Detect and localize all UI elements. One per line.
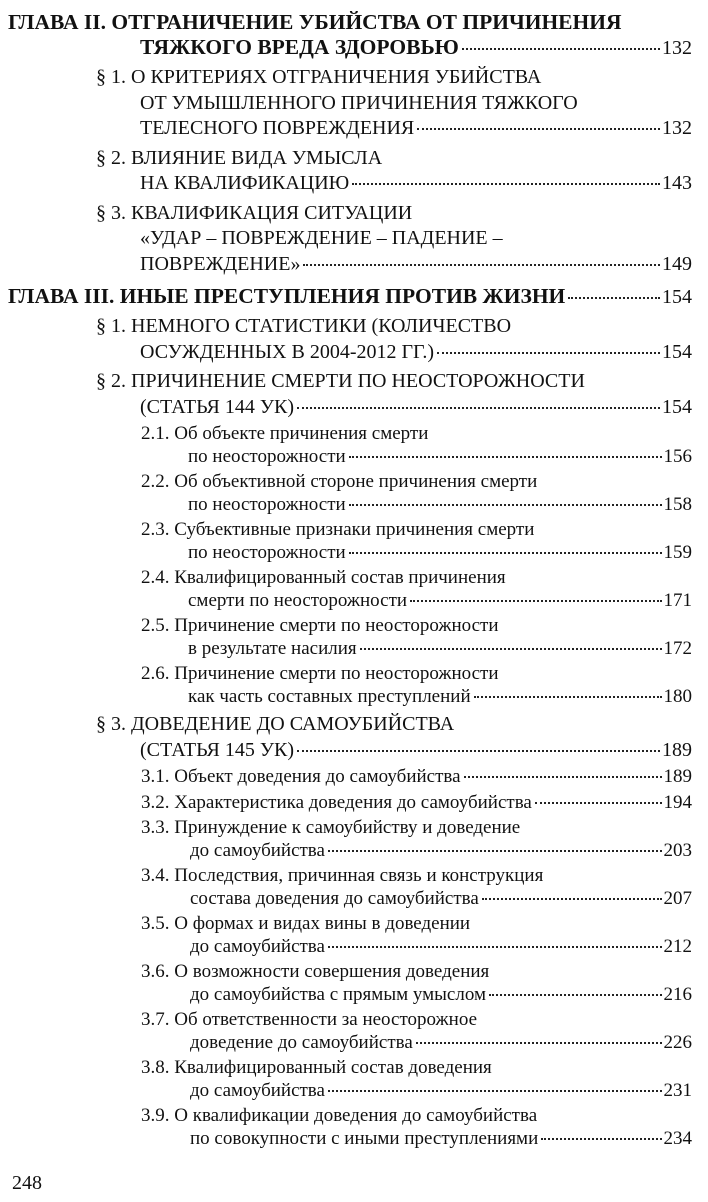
dot-leader — [352, 183, 660, 185]
toc-line — [0, 340, 692, 366]
toc-subsection[interactable] — [0, 913, 692, 958]
toc-chapter[interactable] — [0, 10, 692, 61]
toc-section[interactable] — [0, 314, 692, 365]
toc-subsection[interactable] — [0, 615, 692, 660]
toc-page-number: 158 — [663, 493, 692, 515]
toc-line — [0, 91, 692, 117]
toc-entry-title: § 2. ВЛИЯНИЕ ВИДА УМЫСЛА — [96, 146, 383, 169]
toc-line — [0, 567, 692, 590]
toc-subsection[interactable] — [0, 865, 692, 910]
toc-page-number: 207 — [663, 887, 692, 909]
toc-page-number: 194 — [663, 791, 692, 813]
toc-page-number: 132 — [662, 117, 692, 139]
toc-entry-title: 3.4. Последствия, причинная связь и конструкция — [141, 865, 544, 886]
toc-line — [0, 471, 692, 494]
toc-line — [0, 284, 692, 310]
dot-leader — [328, 1090, 662, 1092]
toc-entry-title: 2.6. Причинение смерти по неосторожности — [141, 663, 499, 684]
toc-subsection[interactable] — [0, 567, 692, 612]
toc-line — [0, 10, 692, 35]
toc-entry-title: ОСУЖДЕННЫХ В 2004-2012 ГГ.) — [140, 340, 435, 363]
toc-line — [0, 865, 692, 888]
dot-leader — [303, 264, 660, 266]
toc-page-number: 212 — [663, 935, 692, 957]
toc-entry-title: ТЕЛЕСНОГО ПОВРЕЖДЕНИЯ — [140, 117, 415, 139]
toc-entry-title: по неосторожности — [188, 493, 346, 515]
toc-line — [0, 638, 692, 661]
toc-line — [0, 226, 692, 252]
toc-line — [0, 314, 692, 340]
toc-entry-title: 2.1. Об объекте причинения смерти — [141, 423, 429, 444]
toc-line — [0, 936, 692, 959]
toc-entry-title: (СТАТЬЯ 144 УК) — [140, 395, 295, 418]
toc-subsection[interactable] — [0, 519, 692, 564]
toc-line — [0, 590, 692, 613]
dot-leader — [462, 48, 660, 50]
toc-subsection[interactable] — [0, 766, 692, 789]
toc-entry-title: 2.5. Причинение смерти по неосторожности — [141, 615, 499, 636]
toc-line — [0, 766, 692, 789]
toc-line — [0, 252, 692, 278]
dot-leader — [349, 456, 662, 458]
toc-page-number: 234 — [663, 1127, 692, 1149]
toc-page-number: 226 — [663, 1031, 692, 1053]
toc-entry-title: 3.3. Принуждение к самоубийству и доведение — [141, 817, 521, 838]
toc-page-number: 216 — [663, 983, 692, 1005]
toc-entry-title: 3.2. Характеристика доведения до самоубийства — [141, 791, 532, 813]
toc-entry-title: 3.7. Об ответственности за неосторожное — [141, 1009, 477, 1030]
toc-subsection[interactable] — [0, 471, 692, 516]
toc-entry-title: доведение до самоубийства — [190, 1031, 413, 1053]
toc-page-number: 203 — [663, 839, 692, 861]
toc-section[interactable] — [0, 146, 692, 197]
toc-entry-title: 2.2. Об объективной стороне причинения смерти — [141, 471, 538, 492]
toc-line — [0, 519, 692, 542]
toc-entry-title: до самоубийства — [190, 935, 325, 957]
toc-line — [0, 1080, 692, 1103]
toc-line — [0, 423, 692, 446]
toc-section[interactable] — [0, 712, 692, 763]
toc-subsection[interactable] — [0, 961, 692, 1006]
toc-subsection[interactable] — [0, 792, 692, 815]
toc-line — [0, 494, 692, 517]
toc-entry-title: § 3. ДОВЕДЕНИЕ ДО САМОУБИЙСТВА — [96, 713, 455, 735]
toc-line — [0, 792, 692, 815]
toc-entry-title: 3.5. О формах и видах вины в доведении — [141, 913, 471, 934]
toc-line — [0, 1128, 692, 1151]
toc-page-number: 154 — [662, 395, 692, 418]
toc-entry-title: 3.8. Квалифицированный состав доведения — [141, 1057, 492, 1078]
toc-entry-title: до самоубийства — [190, 839, 325, 861]
toc-page-number: 171 — [663, 589, 692, 611]
toc-line — [0, 395, 692, 421]
toc-line — [0, 35, 692, 61]
dot-leader — [328, 946, 662, 948]
toc-page-number: 172 — [663, 637, 692, 659]
toc-page-number: 189 — [663, 766, 692, 787]
toc-entry-title: § 1. НЕМНОГО СТАТИСТИКИ (КОЛИЧЕСТВО — [96, 315, 512, 337]
toc-subsection[interactable] — [0, 817, 692, 862]
toc-line — [0, 369, 692, 395]
toc-entry-title: ГЛАВА II. ОТГРАНИЧЕНИЕ УБИЙСТВА ОТ ПРИЧИНЕНИЯ — [8, 10, 622, 34]
page-number: 248 — [12, 1172, 42, 1194]
toc-line — [0, 146, 692, 172]
dot-leader — [535, 802, 662, 804]
dot-leader — [297, 407, 660, 409]
toc-entry-title: ПОВРЕЖДЕНИЕ» — [140, 252, 301, 275]
toc-entry-title: 2.3. Субъективные признаки причинения смерти — [141, 519, 535, 540]
toc-page-number: 231 — [663, 1079, 692, 1101]
toc-line — [0, 201, 692, 227]
toc-line — [0, 171, 692, 197]
toc-line — [0, 738, 692, 764]
toc-line — [0, 712, 692, 738]
toc-entry-title: до самоубийства — [190, 1079, 325, 1101]
toc-page-number: 189 — [662, 738, 692, 761]
toc-entry-title: по совокупности с иными преступлениями — [190, 1127, 539, 1149]
dot-leader — [541, 1138, 661, 1140]
toc-entry-title: § 1. О КРИТЕРИЯХ ОТГРАНИЧЕНИЯ УБИЙСТВА — [96, 66, 542, 88]
toc-line — [0, 888, 692, 911]
toc-line — [0, 1057, 692, 1080]
toc-subsection[interactable] — [0, 663, 692, 708]
dot-leader — [416, 1042, 662, 1044]
dot-leader — [349, 504, 662, 506]
toc-entry-title: ОТ УМЫШЛЕННОГО ПРИЧИНЕНИЯ ТЯЖКОГО — [140, 91, 578, 114]
toc-entry-title: § 2. ПРИЧИНЕНИЕ СМЕРТИ ПО НЕОСТОРОЖНОСТИ — [96, 370, 585, 392]
toc-entry-title: по неосторожности — [188, 445, 346, 467]
toc-line — [0, 1009, 692, 1032]
table-of-contents — [0, 10, 692, 1150]
dot-leader — [474, 696, 662, 698]
toc-entry-title: до самоубийства с прямым умыслом — [190, 983, 486, 1005]
toc-entry-title: в результате насилия — [188, 637, 357, 659]
toc-entry-title: смерти по неосторожности — [188, 589, 408, 611]
toc-entry-title: § 3. КВАЛИФИКАЦИЯ СИТУАЦИИ — [96, 201, 413, 224]
toc-line — [0, 116, 692, 142]
toc-page-number: 149 — [662, 252, 692, 275]
dot-leader — [360, 648, 662, 650]
toc-page-number: 143 — [662, 172, 692, 194]
dot-leader — [328, 850, 662, 852]
dot-leader — [297, 750, 660, 752]
toc-subsection[interactable] — [0, 1105, 692, 1150]
toc-entry-title: ТЯЖКОГО ВРЕДА ЗДОРОВЬЮ — [140, 35, 459, 59]
toc-line — [0, 446, 692, 469]
toc-page-number: 132 — [662, 37, 692, 59]
toc-page-number: 156 — [663, 445, 692, 467]
toc-line — [0, 686, 692, 709]
toc-line — [0, 1032, 692, 1055]
toc-entry-title: (СТАТЬЯ 145 УК) — [140, 738, 295, 761]
toc-line — [0, 615, 692, 638]
toc-line — [0, 913, 692, 936]
toc-entry-title: по неосторожности — [188, 541, 346, 563]
toc-subsection[interactable] — [0, 1057, 692, 1102]
toc-line — [0, 984, 692, 1007]
dot-leader — [464, 776, 662, 778]
toc-entry-title: «УДАР – ПОВРЕЖДЕНИЕ – ПАДЕНИЕ – — [140, 227, 503, 249]
toc-subsection[interactable] — [0, 1009, 692, 1054]
toc-page-number: 180 — [663, 685, 692, 707]
toc-subsection[interactable] — [0, 423, 692, 468]
toc-page-number: 154 — [662, 286, 692, 308]
toc-line — [0, 1105, 692, 1128]
toc-chapter[interactable] — [0, 284, 692, 310]
dot-leader — [410, 600, 661, 602]
toc-entry-title: состава доведения до самоубийства — [190, 887, 479, 909]
toc-entry-title: ГЛАВА III. ИНЫЕ ПРЕСТУПЛЕНИЯ ПРОТИВ ЖИЗНИ — [8, 284, 566, 308]
toc-page-number: 154 — [662, 340, 692, 363]
dot-leader — [417, 128, 660, 130]
toc-entry-title: НА КВАЛИФИКАЦИЮ — [140, 172, 350, 194]
toc-section[interactable] — [0, 65, 692, 142]
toc-entry-title: 3.1. Объект доведения до самоубийства — [141, 766, 461, 787]
toc-entry-title: 3.6. О возможности совершения доведения — [141, 961, 490, 982]
toc-line — [0, 840, 692, 863]
toc-section[interactable] — [0, 201, 692, 278]
toc-line — [0, 961, 692, 984]
toc-section[interactable] — [0, 369, 692, 420]
dot-leader — [482, 898, 662, 900]
toc-line — [0, 817, 692, 840]
toc-page-number: 159 — [663, 541, 692, 563]
toc-entry-title: 2.4. Квалифицированный состав причинения — [141, 567, 506, 588]
toc-line — [0, 542, 692, 565]
toc-entry-title: как часть составных преступлений — [188, 685, 471, 707]
toc-line — [0, 663, 692, 686]
toc-line — [0, 65, 692, 91]
dot-leader — [437, 352, 660, 354]
dot-leader — [349, 552, 662, 554]
dot-leader — [489, 994, 662, 996]
dot-leader — [568, 297, 660, 299]
toc-entry-title: 3.9. О квалификации доведения до самоубийства — [141, 1105, 538, 1126]
